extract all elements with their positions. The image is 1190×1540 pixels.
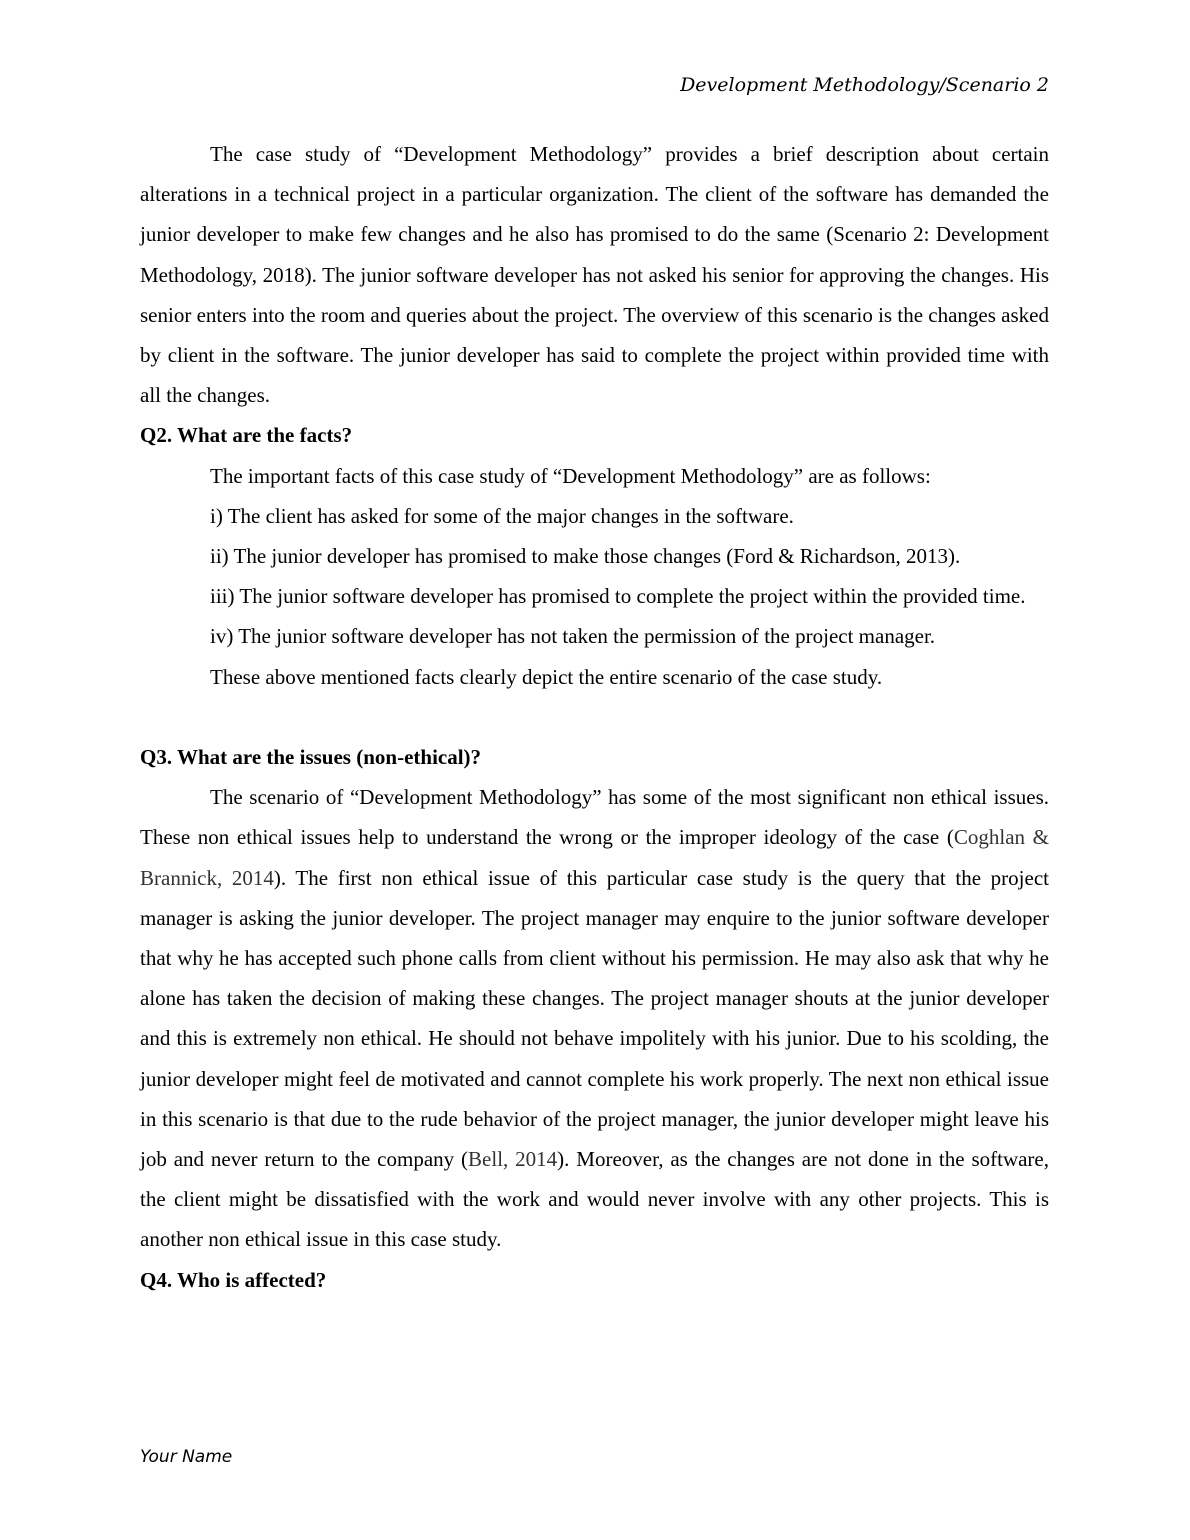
blank-line	[140, 697, 1049, 737]
document-body	[140, 134, 1049, 1300]
q3-paragraph	[140, 777, 1049, 1259]
q2-heading: Q2. What are the facts?	[140, 423, 353, 448]
q2-closing: These above mentioned facts clearly depict the entire scenario of the case study.	[210, 664, 883, 689]
q3-text-part-3: ). Moreover, as the changes are not done in the software, the client might be dissatisfied with the work and would never involve with any other projects. This is another non ethical issue in this case study.	[140, 1147, 1049, 1252]
q3-text-part-2: ). The first non ethical issue of this particular case study is the query that the project manager is asking the junior developer. The project manager may enquire to the junior software developer that why he has accepted such phone calls from client without his permission. He may also ask that why he alone has taken the decision of making these changes. The project manager shouts at the junior developer and this is extremely non ethical. He should not behave impolitely with his junior. Due to his scolding, the junior developer might feel de motivated and cannot complete his work properly. The next non ethical issue in this scenario is that due to the rude behavior of the project manager, the junior developer might leave his job and never return to the company (	[140, 865, 1049, 1172]
fact-item-3: iii) The junior software developer has promised to complete the project within the provided time.	[210, 584, 1026, 609]
fact-item-2: ii) The junior developer has promised to make those changes (Ford & Richardson, 2013).	[210, 544, 961, 569]
q3-text-part-1: The scenario of “Development Methodology” has some of the most significant non ethical issues. These non ethical issues help to understand the wrong or the improper ideology of the case (	[140, 785, 1049, 850]
q3-heading: Q3. What are the issues (non-ethical)?	[140, 745, 482, 770]
running-header: Development Methodology/Scenario 2	[680, 74, 1049, 96]
citation-bell: Bell, 2014	[468, 1147, 558, 1172]
q4-heading: Q4. Who is affected?	[140, 1267, 327, 1292]
intro-paragraph: The case study of “Development Methodology” provides a brief description about certain alterations in a technical project in a particular organization. The client of the software has demanded the junior developer to make few changes and he also has promised to do the same (Scenario 2: Development Methodology, 2018). The junior software developer has not asked his senior for approving the changes. His senior enters into the room and queries about the project. The overview of this scenario is the changes asked by client in the software. The junior developer has said to complete the project within provided time with all the changes.	[140, 142, 1049, 408]
fact-item-1: i) The client has asked for some of the major changes in the software.	[210, 503, 794, 528]
q2-lead: The important facts of this case study of “Development Methodology” are as follows:	[210, 463, 931, 488]
citation-coghlan: Coghlan & Brannick, 2014	[140, 825, 1049, 890]
fact-item-4: iv) The junior software developer has not taken the permission of the project manager.	[210, 624, 936, 649]
footer-author: Your Name	[140, 1447, 233, 1467]
